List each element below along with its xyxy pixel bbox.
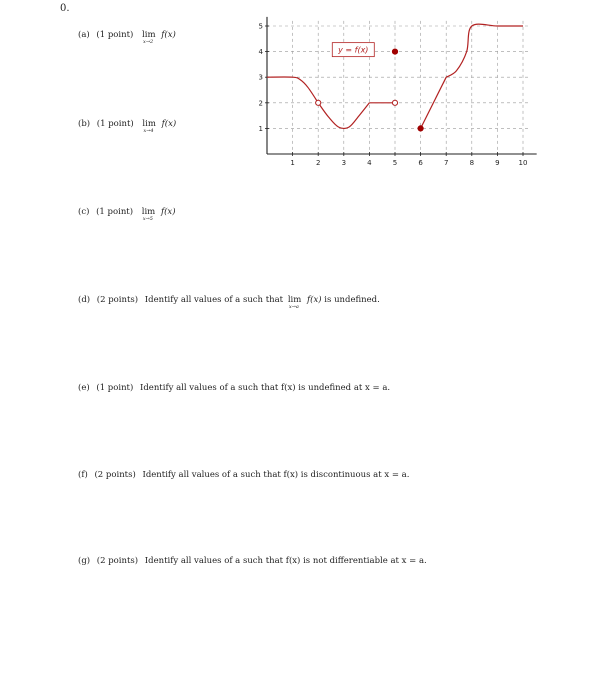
closed-point (418, 126, 423, 131)
question-points: (2 points) (94, 470, 136, 480)
function-expression: f(x) (161, 30, 176, 40)
question-text: Identify all values of a such that f(x) is undefined at x = a. (140, 383, 391, 393)
question-b (78, 119, 177, 134)
limit-operator (142, 119, 156, 134)
x-tick-label: 10 (518, 159, 528, 167)
question-f (78, 470, 409, 480)
series-line (446, 24, 523, 77)
x-tick-label: 6 (418, 159, 423, 167)
x-tick-label: 9 (495, 159, 500, 167)
question-points: (2 points) (96, 556, 139, 566)
question-a (78, 30, 176, 45)
question-points: (1 point) (96, 207, 134, 217)
legend-label: y = f(x) (338, 45, 369, 55)
x-tick-label: 2 (315, 159, 321, 167)
x-tick-label: 5 (392, 159, 398, 167)
function-graph (250, 14, 550, 184)
open-point (392, 100, 397, 105)
limit-operator (142, 30, 156, 45)
x-tick-label: 8 (469, 159, 475, 167)
question-part: (a) (78, 30, 90, 40)
question-points: (1 point) (96, 383, 134, 393)
open-point (316, 100, 321, 105)
question-points: (1 point) (96, 30, 134, 40)
y-tick-label: 1 (258, 124, 263, 133)
x-tick-label: 7 (443, 159, 449, 167)
limit-subscript: x→5 (142, 216, 153, 222)
question-text-end: is undefined. (324, 295, 380, 305)
limit-operator (287, 295, 302, 310)
limit-subscript: x→4 (143, 128, 154, 134)
question-part: (g) (78, 556, 91, 566)
question-text: Identify all values of a such that (144, 295, 284, 305)
limit-word: lim (142, 119, 156, 129)
question-g (78, 556, 427, 566)
question-e (78, 383, 390, 393)
question-part: (b) (78, 119, 91, 129)
limit-word: lim (142, 30, 156, 40)
x-tick-label: 4 (367, 159, 372, 167)
closed-point (392, 49, 397, 54)
question-d (78, 295, 380, 310)
limit-operator (141, 207, 156, 222)
question-text: Identify all values of a such that f(x) is discontinuous at x = a. (142, 470, 410, 480)
question-text: Identify all values of a such that f(x) is not differentiable at x = a. (144, 556, 427, 566)
y-tick-label: 2 (258, 99, 263, 108)
limit-word: lim (141, 207, 156, 217)
x-tick-label: 1 (290, 159, 295, 167)
question-points: (2 points) (96, 295, 139, 305)
y-tick-label: 4 (258, 48, 263, 57)
problem-number: 0. (60, 3, 70, 14)
question-points: (1 point) (96, 119, 134, 129)
limit-subscript: x→2 (143, 39, 154, 45)
question-c (78, 207, 176, 222)
question-part: (d) (78, 295, 91, 305)
y-tick-label: 5 (258, 22, 263, 31)
function-expression: f(x) (161, 119, 177, 129)
question-part: (c) (78, 207, 90, 217)
x-tick-label: 3 (341, 159, 347, 167)
function-expression: f(x) (307, 295, 322, 305)
limit-subscript: x→a (288, 304, 299, 310)
question-part: (f) (78, 470, 88, 480)
limit-word: lim (287, 295, 302, 305)
y-tick-label: 3 (258, 73, 263, 82)
function-expression: f(x) (160, 207, 176, 217)
question-part: (e) (78, 383, 90, 393)
